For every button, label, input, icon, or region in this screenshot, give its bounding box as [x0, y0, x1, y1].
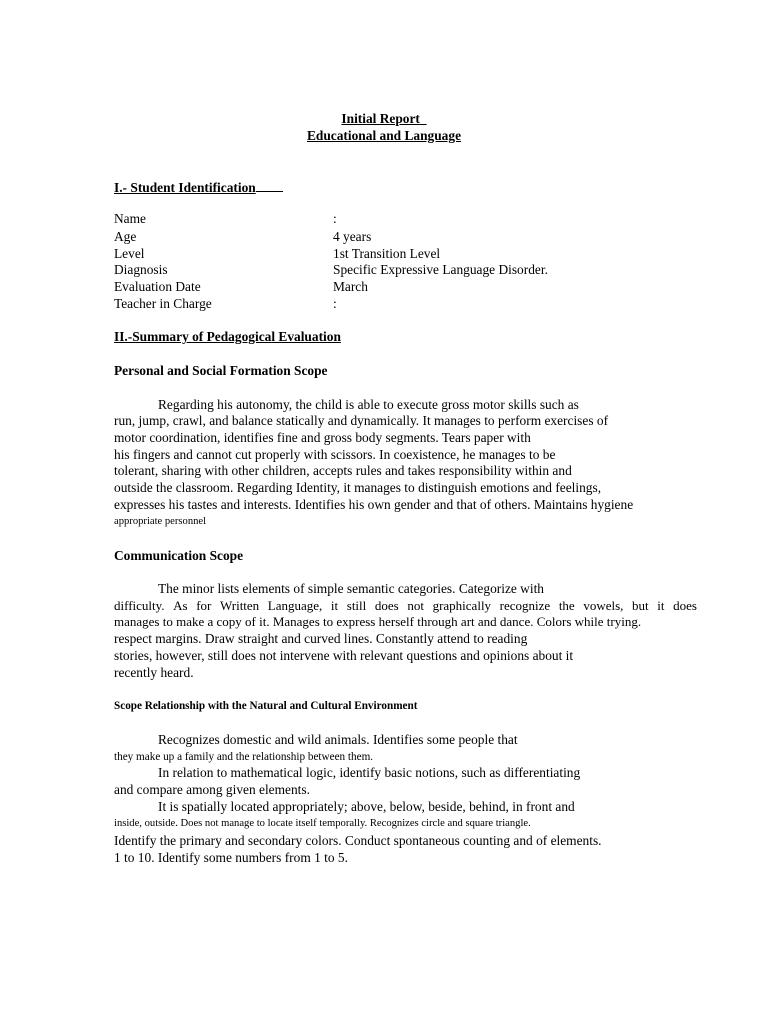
field-label-diagnosis: Diagnosis: [114, 262, 168, 277]
personal-scope-heading: Personal and Social Formation Scope: [114, 363, 328, 378]
word: graphically: [432, 598, 492, 613]
word: Written: [220, 598, 260, 613]
personal-paragraph-line: appropriate personnel: [114, 516, 207, 527]
word: it: [330, 598, 339, 613]
field-value-age: 4 years: [333, 229, 372, 244]
word: does: [673, 598, 697, 613]
environment-paragraph-line: they make up a family and the relationship between them.: [114, 751, 374, 763]
communication-paragraph-line: recently heard.: [114, 665, 194, 680]
communication-paragraph-line: stories, however, still does not intervene with relevant questions and opinions about it: [114, 648, 574, 663]
environment-paragraph-line: 1 to 10. Identify some numbers from 1 to 5.: [114, 850, 348, 865]
field-label-teacher: Teacher in Charge: [114, 296, 212, 311]
heading-underline-tail: [256, 179, 283, 192]
communication-scope-heading: Communication Scope: [114, 548, 244, 563]
environment-paragraph-line: In relation to mathematical logic, identify basic notions, such as differentiating: [158, 765, 581, 780]
communication-paragraph-line: The minor lists elements of simple semantic categories. Categorize with: [158, 581, 544, 596]
field-label-age: Age: [114, 229, 137, 244]
word: still: [346, 598, 367, 613]
environment-paragraph-line: and compare among given elements.: [114, 782, 310, 797]
personal-paragraph-line: motor coordination, identifies fine and gross body segments. Tears paper with: [114, 430, 531, 445]
environment-paragraph-line: Identify the primary and secondary colors. Conduct spontaneous counting and of elements.: [114, 833, 602, 848]
title-line-1: [0, 111, 768, 127]
word: As: [173, 598, 188, 613]
title-underline-tail: [420, 111, 427, 126]
field-value-teacher: :: [333, 296, 337, 311]
field-value-evaluation-date: March: [333, 279, 368, 294]
personal-paragraph-line: outside the classroom. Regarding Identity, it manages to distinguish emotions and feelings,: [114, 480, 602, 495]
communication-justified-line: [114, 598, 697, 614]
section-1-heading: [114, 179, 283, 196]
field-label-level: Level: [114, 246, 145, 261]
field-value-level: 1st Transition Level: [333, 246, 441, 261]
field-label-evaluation-date: Evaluation Date: [114, 279, 201, 294]
personal-paragraph-line: his fingers and cannot cut properly with scissors. In coexistence, he manages to be: [114, 447, 556, 462]
section-1-heading-text: I.- Student Identification: [114, 180, 256, 195]
word: not: [407, 598, 424, 613]
section-2-heading-text: II.-Summary of Pedagogical Evaluation: [114, 329, 341, 344]
personal-paragraph-line: tolerant, sharing with other children, accepts rules and takes responsibility within and: [114, 463, 572, 478]
field-value-diagnosis: Specific Expressive Language Disorder.: [333, 262, 548, 277]
environment-paragraph-line: It is spatially located appropriately; above, below, beside, behind, in front and: [158, 799, 575, 814]
word: difficulty.: [114, 598, 165, 613]
environment-scope-heading: Scope Relationship with the Natural and Cultural Environment: [114, 700, 418, 712]
word: for: [196, 598, 212, 613]
environment-paragraph-line: Recognizes domestic and wild animals. Identifies some people that: [158, 732, 518, 747]
personal-paragraph-line: Regarding his autonomy, the child is able to execute gross motor skills such as: [158, 397, 579, 412]
environment-paragraph-line: inside, outside. Does not manage to locate itself temporally. Recognizes circle and square triangle.: [114, 818, 531, 829]
word: Language,: [267, 598, 323, 613]
personal-paragraph-line: run, jump, crawl, and balance statically and dynamically. It manages to perform exercises of: [114, 413, 609, 428]
word: recognize: [499, 598, 551, 613]
personal-paragraph-line: expresses his tastes and interests. Identifies his own gender and that of others. Maintains hygiene: [114, 497, 634, 512]
word: but: [632, 598, 649, 613]
word: vowels,: [583, 598, 624, 613]
field-value-name: :: [333, 211, 337, 226]
title-text-1: Initial Report: [341, 111, 420, 126]
justified-words: [114, 598, 697, 614]
word: it: [657, 598, 665, 613]
word: does: [374, 598, 399, 613]
title-text-2: Educational and Language: [306, 128, 462, 143]
field-label-name: Name: [114, 211, 146, 226]
title-line-2: [0, 128, 768, 144]
section-2-heading: [114, 329, 341, 345]
communication-paragraph-line: respect margins. Draw straight and curved lines. Constantly attend to reading: [114, 631, 528, 646]
word: the: [558, 598, 575, 613]
communication-paragraph-line: manages to make a copy of it. Manages to express herself through art and dance. Colors while trying.: [114, 614, 642, 629]
